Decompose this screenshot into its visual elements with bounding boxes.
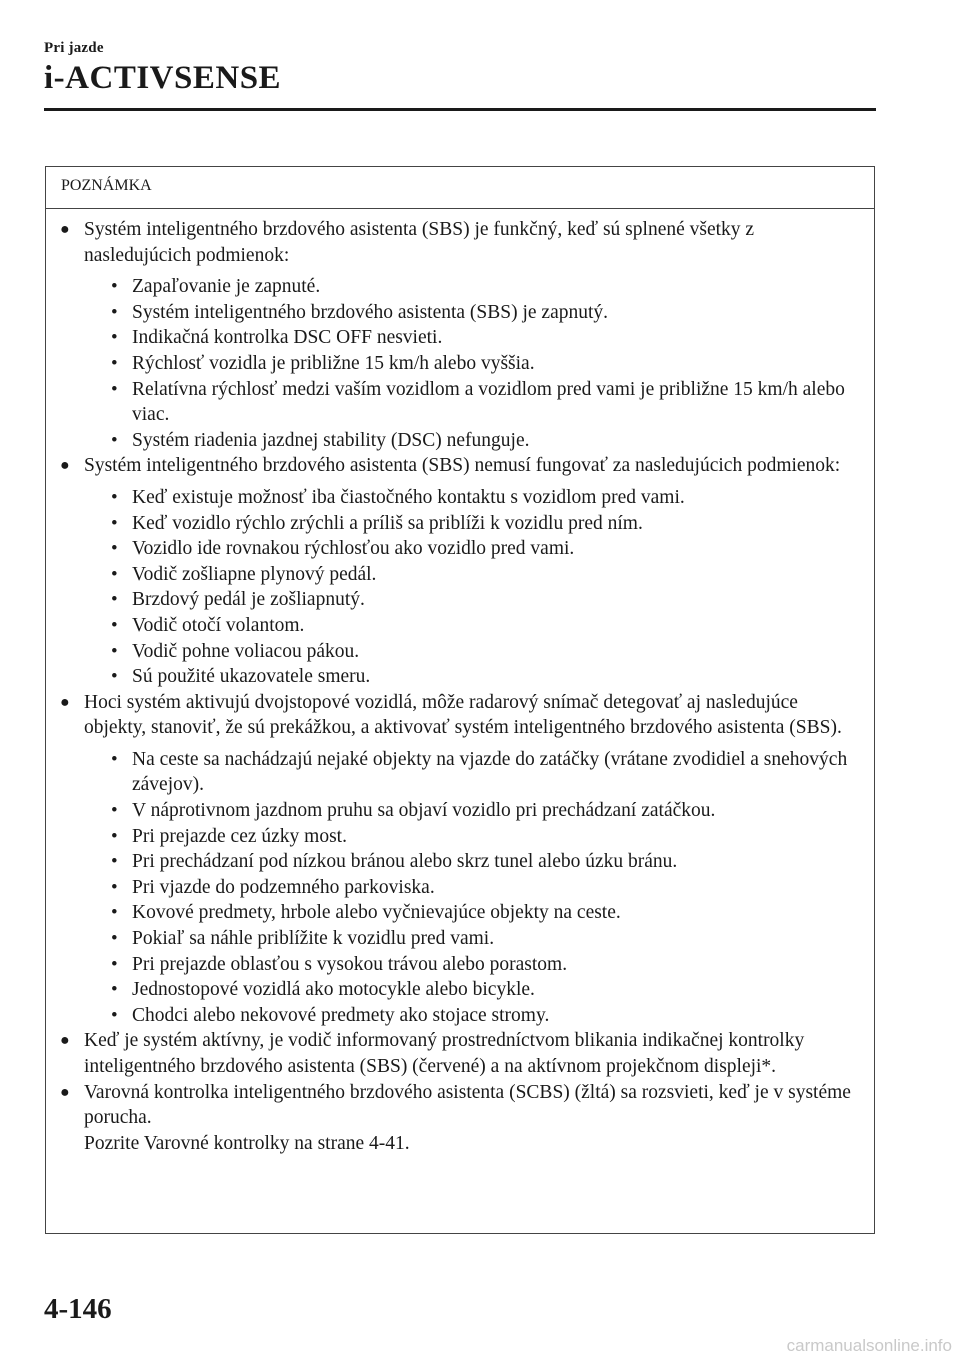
sub-item <box>108 428 856 454</box>
sub-item <box>108 926 856 952</box>
sub-item <box>108 798 856 824</box>
sub-item <box>108 875 856 901</box>
sub-item-text: Rýchlosť vozidla je približne 15 km/h alebo vyššia. <box>132 352 535 374</box>
note-item-text: Keď je systém aktívny, je vodič informovaný prostredníctvom blikania indikačnej kontrolky inteligentného brzdového asistenta (SBS) (červené) a na aktívnom projekčnom displeji*. <box>84 1030 805 1077</box>
sub-item <box>108 274 856 300</box>
sub-item <box>108 325 856 351</box>
note-body <box>46 209 874 1156</box>
sub-item-text: Systém riadenia jazdnej stability (DSC) nefunguje. <box>132 429 530 451</box>
sub-item-text: Vozidlo ide rovnakou rýchlosťou ako vozidlo pred vami. <box>132 538 575 560</box>
sub-item-text: Vodič zošliapne plynový pedál. <box>132 563 377 585</box>
sub-item <box>108 952 856 978</box>
section-label: Pri jazde <box>44 40 104 56</box>
sub-item <box>108 824 856 850</box>
bullet-icon: • <box>111 486 118 508</box>
chapter-title: i-ACTIVSENSE <box>44 60 282 96</box>
note-item-text: Systém inteligentného brzdového asistenta (SBS) nemusí fungovať za nasledujúcich podmienok: <box>84 455 841 477</box>
bullet-dot-icon: ● <box>60 1083 70 1101</box>
sub-item <box>108 300 856 326</box>
sub-item-text: Indikačná kontrolka DSC OFF nesvieti. <box>132 327 443 349</box>
note-item-text: Varovná kontrolka inteligentného brzdového asistenta (SCBS) (žltá) sa rozsvieti, keď je v systéme porucha. <box>84 1081 851 1129</box>
sub-item <box>108 1003 856 1029</box>
sub-item-text: Jednostopové vozidlá ako motocykle alebo bicykle. <box>132 979 535 1001</box>
bullet-icon: • <box>111 276 118 298</box>
bullet-icon: • <box>111 979 118 1001</box>
sub-list <box>84 747 856 1029</box>
sub-list <box>84 274 856 453</box>
sub-item <box>108 747 856 798</box>
sub-item-text: Sú použité ukazovatele smeru. <box>132 666 371 688</box>
bullet-icon: • <box>111 928 118 950</box>
sub-item-text: Keď existuje možnosť iba čiastočného kontaktu s vozidlom pred vami. <box>132 486 685 508</box>
bullet-icon: • <box>111 800 118 822</box>
bullet-dot-icon: ● <box>60 221 70 238</box>
sub-item-text: Pri prejazde oblasťou s vysokou trávou alebo porastom. <box>132 953 568 975</box>
note-box <box>45 166 875 1234</box>
sub-item-text: Relatívna rýchlosť medzi vaším vozidlom a vozidlom pred vami je približne 15 km/h alebo viac. <box>132 378 845 426</box>
sub-item <box>108 536 856 562</box>
sub-item <box>108 485 856 511</box>
watermark: carmanualsonline.info <box>786 1336 952 1355</box>
bullet-icon: • <box>111 538 118 560</box>
bullet-dot-icon: ● <box>60 1032 70 1050</box>
bullet-icon: • <box>111 825 118 847</box>
sub-item-text: Keď vozidlo rýchlo zrýchli a príliš sa priblíži k vozidlu pred ním. <box>132 512 643 534</box>
sub-item <box>108 587 856 613</box>
sub-item <box>108 562 856 588</box>
bullet-icon: • <box>111 1004 118 1026</box>
note-item <box>60 217 856 453</box>
bullet-icon: • <box>111 352 118 374</box>
sub-item-text: Pri prechádzaní pod nízkou bránou alebo skrz tunel alebo úzku bránu. <box>132 851 678 873</box>
bullet-icon: • <box>111 640 118 662</box>
bullet-icon: • <box>111 666 118 688</box>
title-rule <box>44 108 876 111</box>
note-item <box>60 1080 856 1157</box>
sub-item-text: Pri prejazde cez úzky most. <box>132 825 347 847</box>
bullet-icon: • <box>111 512 118 534</box>
sub-item-text: Kovové predmety, hrbole alebo vyčnievajúce objekty na ceste. <box>132 902 621 924</box>
sub-item <box>108 900 856 926</box>
sub-item-text: Chodci alebo nekovové predmety ako stojace stromy. <box>132 1004 550 1026</box>
bullet-icon: • <box>111 902 118 924</box>
sub-item <box>108 377 856 428</box>
bullet-icon: • <box>111 301 118 323</box>
bullet-dot-icon: ● <box>60 693 70 711</box>
bullet-icon: • <box>111 614 118 636</box>
sub-item <box>108 351 856 377</box>
cross-reference[interactable]: Pozrite Varovné kontrolky na strane 4-41. <box>84 1132 410 1154</box>
bullet-icon: • <box>111 589 118 611</box>
bullet-icon: • <box>111 748 118 770</box>
bullet-icon: • <box>111 563 118 585</box>
sub-item-text: V náprotivnom jazdnom pruhu sa objaví vozidlo pri prechádzaní zatáčkou. <box>132 800 716 822</box>
sub-item <box>108 511 856 537</box>
note-item <box>60 690 856 1029</box>
note-item <box>60 1028 856 1079</box>
sub-list <box>84 485 856 690</box>
sub-item-text: Na ceste sa nachádzajú nejaké objekty na vjazde do zatáčky (vrátane zvodidiel a snehových závejov). <box>132 748 848 796</box>
bullet-icon: • <box>111 953 118 975</box>
note-item-text: Hoci systém aktivujú dvojstopové vozidlá, môže radarový snímač detegovať aj nasledujúce objekty, stanoviť, že sú prekážkou, a aktivovať systém inteligentného brzdového asistenta (SBS). <box>84 691 842 739</box>
bullet-icon: • <box>111 327 118 349</box>
sub-item-text: Vodič otočí volantom. <box>132 614 305 636</box>
page-number: 4-146 <box>44 1293 112 1325</box>
sub-item-text: Pri vjazde do podzemného parkoviska. <box>132 876 435 898</box>
bullet-icon: • <box>111 876 118 898</box>
sub-item <box>108 613 856 639</box>
note-header: POZNÁMKA <box>46 167 874 209</box>
sub-item <box>108 849 856 875</box>
sub-item-text: Brzdový pedál je zošliapnutý. <box>132 589 365 611</box>
sub-item-text: Systém inteligentného brzdového asistenta (SBS) je zapnutý. <box>132 301 609 323</box>
bullet-icon: • <box>111 429 118 451</box>
bullet-icon: • <box>111 851 118 873</box>
bullet-dot-icon: ● <box>60 457 70 475</box>
note-item-text: Systém inteligentného brzdového asistenta (SBS) je funkčný, keď sú splnené všetky z nasledujúcich podmienok: <box>84 219 755 266</box>
sub-item <box>108 977 856 1003</box>
sub-item-text: Vodič pohne voliacou pákou. <box>132 640 360 662</box>
sub-item <box>108 639 856 665</box>
sub-item-text: Pokiaľ sa náhle priblížite k vozidlu pred vami. <box>132 928 495 950</box>
sub-item <box>108 664 856 690</box>
bullet-icon: • <box>111 378 118 400</box>
note-item <box>60 453 856 689</box>
sub-item-text: Zapaľovanie je zapnuté. <box>132 276 321 298</box>
